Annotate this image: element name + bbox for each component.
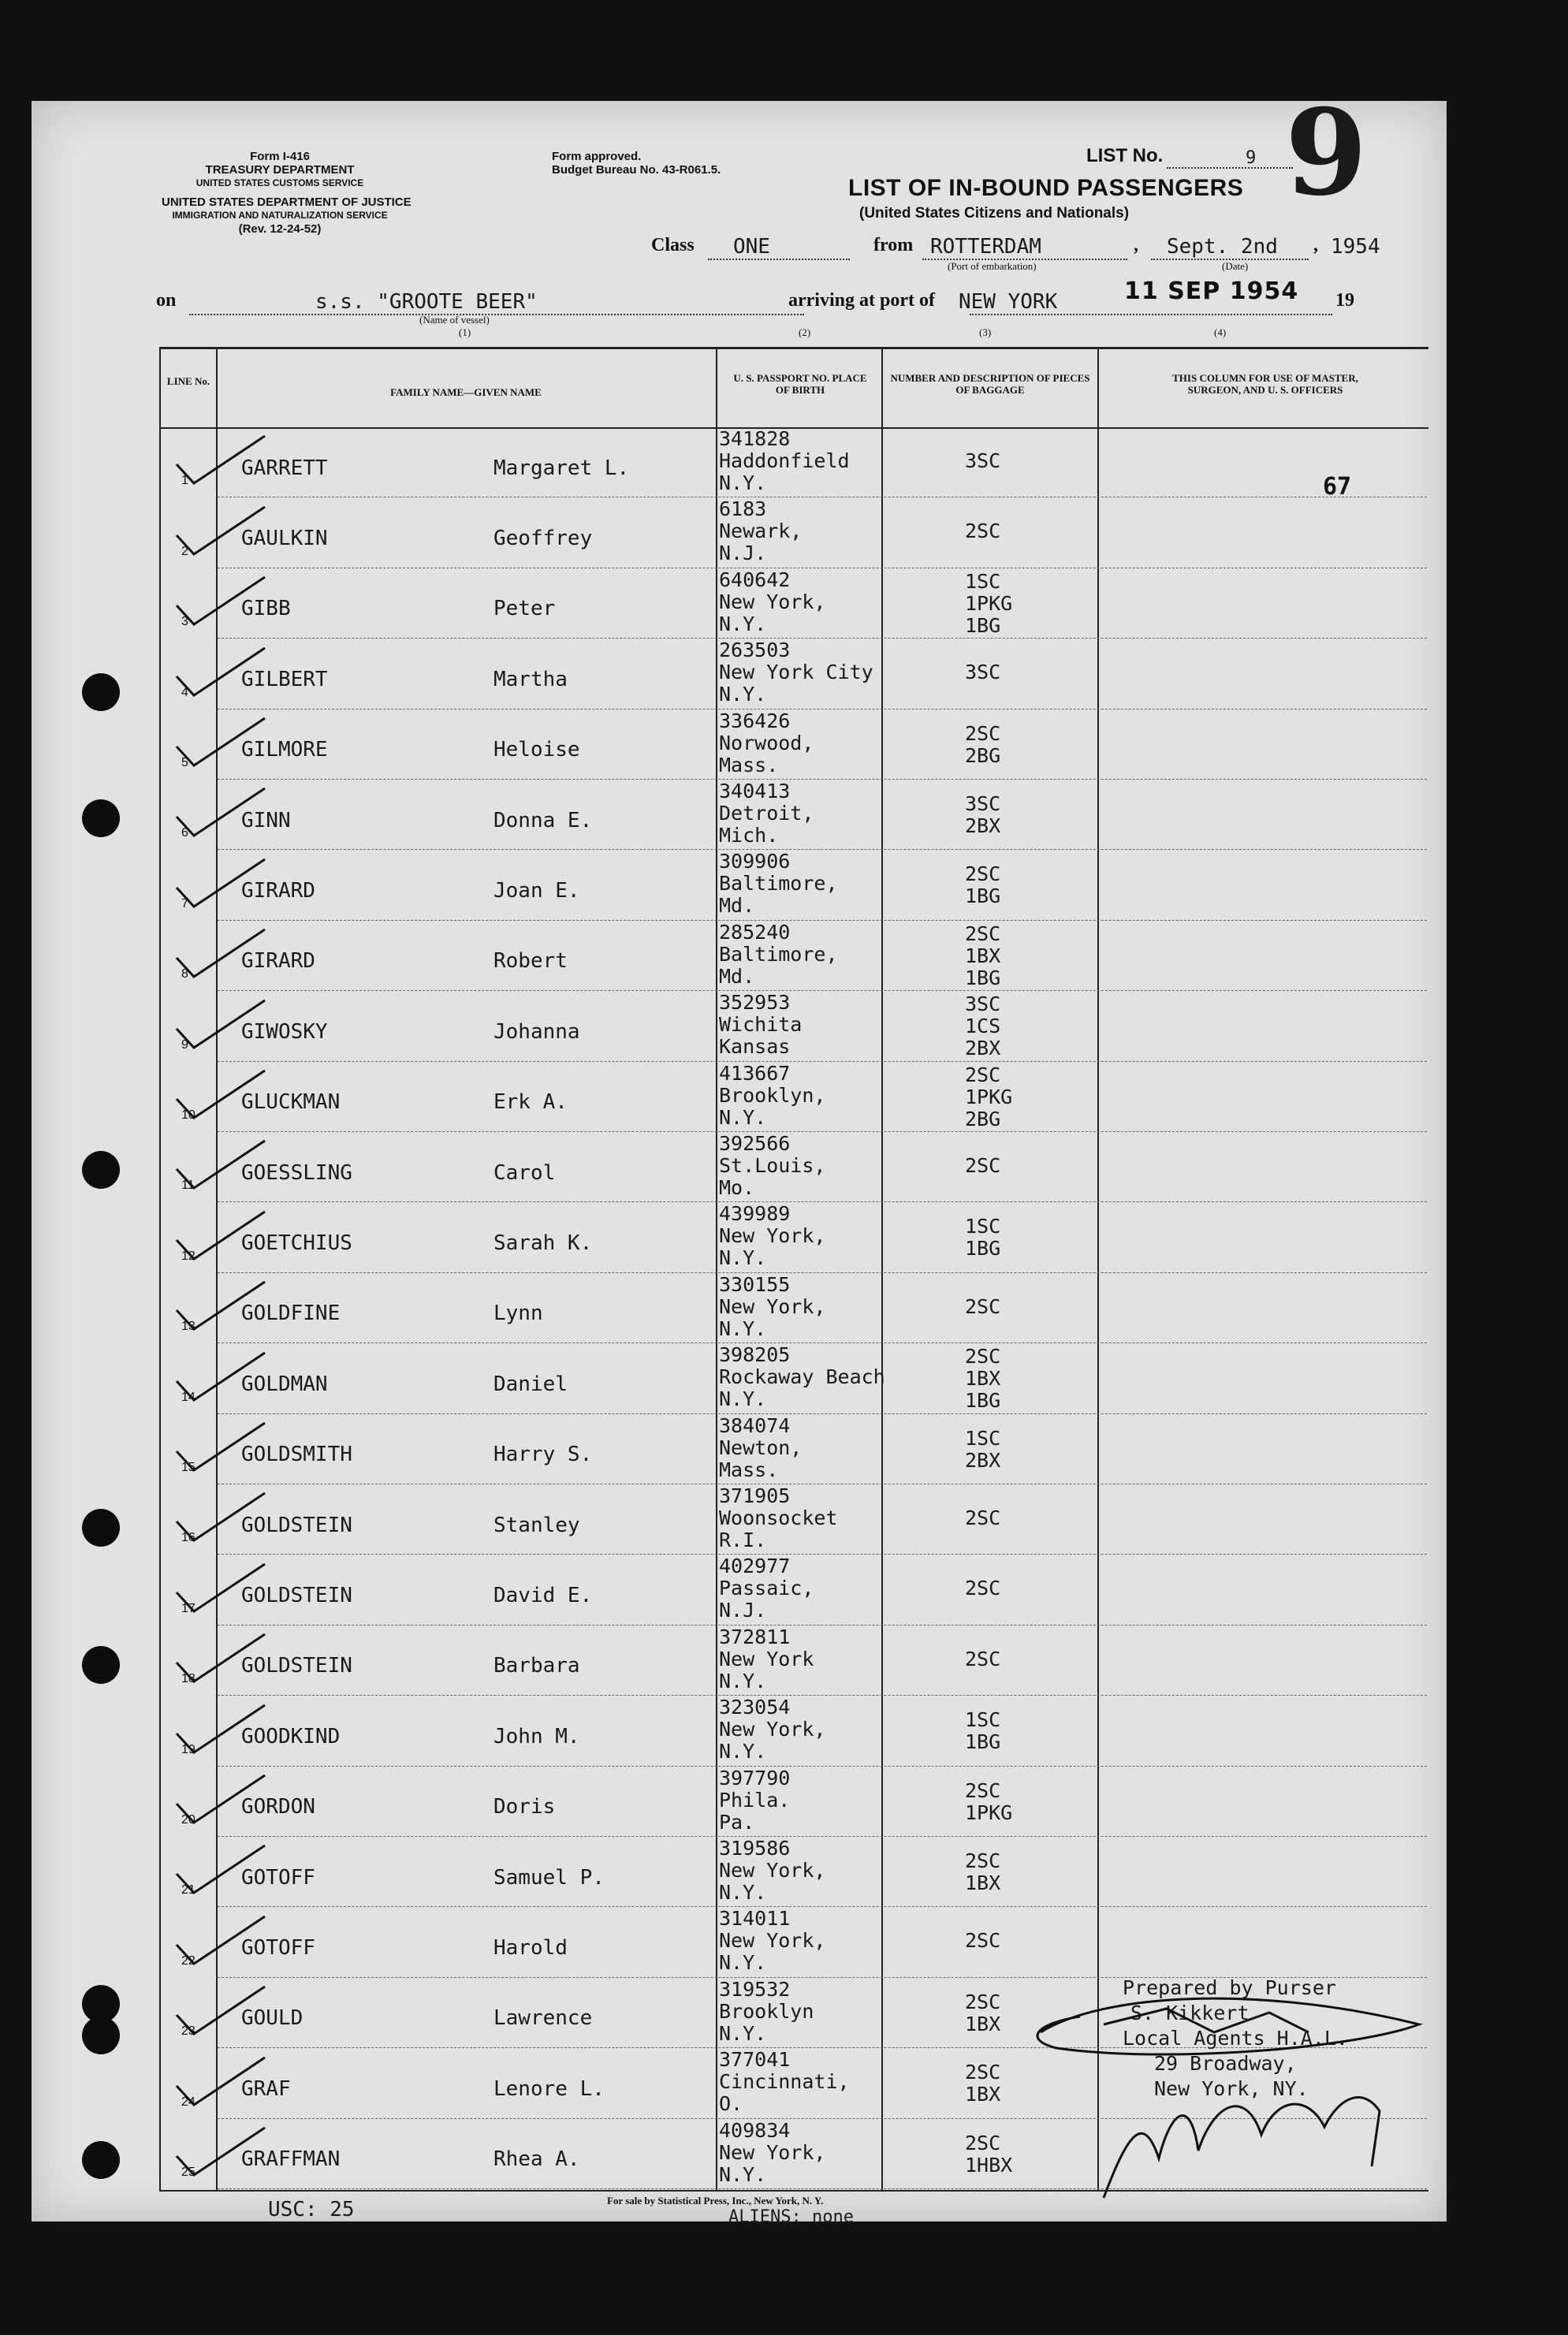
place-of-birth: Passaic, [719,1577,814,1600]
dept-justice: UNITED STATES DEPARTMENT OF JUSTICE [162,196,412,209]
passport-number: 309906 [719,850,791,873]
place-of-birth: Rockaway Beach [719,1365,885,1389]
vessel-caption: (Name of vessel) [419,314,490,326]
passport-number: 319586 [719,1837,791,1860]
place-of-birth: Mo. [719,1176,755,1199]
place-of-birth: N.Y. [719,2162,767,2186]
family-name: GIRARD [241,879,315,903]
from-value: ROTTERDAM [930,235,1041,259]
manifest-page [32,84,1447,2227]
baggage-item: 2SC [965,1929,1001,1953]
table-row [32,921,1447,991]
place-of-birth: Baltimore, [719,872,838,896]
header-passport: U. S. PASSPORT NO. PLACE OF BIRTH [733,372,867,396]
baggage-item: 3SC [965,792,1001,815]
vessel-line [189,314,804,315]
place-of-birth: N.Y. [719,1387,767,1411]
place-of-birth: N.Y. [719,1105,767,1129]
passport-number: 6183 [719,497,767,521]
baggage-item: 2SC [965,520,1001,543]
note-line: 29 Broadway, [1154,2052,1297,2075]
baggage-item: 2SC [965,1294,1001,1318]
given-name: Donna E. [493,808,593,832]
date-caption: (Date) [1222,260,1249,272]
place-of-birth: New York [719,1647,814,1670]
place-of-birth: N.Y. [719,1740,767,1763]
passport-number: 352953 [719,991,791,1015]
family-name: GINN [241,808,291,832]
note-line: Prepared by Purser [1123,1976,1336,1999]
passport-number: 439989 [719,1202,791,1226]
table-row [32,780,1447,850]
family-name: GOLDSMITH [241,1443,352,1467]
family-name: GOULD [241,2006,304,2031]
list-label: LIST No. [1086,145,1164,166]
passport-number: 372811 [719,1625,791,1648]
family-name: GILMORE [241,738,328,762]
family-name: GOETCHIUS [241,1231,352,1256]
baggage-item: 1PKG [965,1085,1013,1108]
line-number: 17 [181,1601,196,1615]
family-name: GARRETT [241,456,328,480]
baggage-item: 3SC [965,661,1001,684]
place-of-birth: St.Louis, [719,1154,826,1177]
family-name: GIWOSKY [241,1019,328,1044]
passport-number: 330155 [719,1272,791,1296]
baggage-item: 2BG [965,743,1001,767]
line-number: 9 [181,1037,188,1052]
table-row [32,1484,1447,1555]
line-number: 24 [181,2095,196,2109]
place-of-birth: Baltimore, [719,942,838,966]
family-name: GOTOFF [241,1865,315,1890]
place-of-birth: New York City [719,661,873,684]
table-row [32,1414,1447,1484]
place-of-birth: Mich. [719,824,779,847]
table-row [32,1273,1447,1343]
baggage-item: 1BG [965,1730,1001,1754]
given-name: Rhea A. [493,2147,580,2172]
place-of-birth: Norwood, [719,731,814,754]
class-line [708,259,850,260]
form-header-left [162,150,398,190]
baggage-item: 2BX [965,814,1001,837]
place-of-birth: Brooklyn [719,1999,814,2023]
date-value: Sept. 2nd [1167,235,1278,259]
family-name: GOLDSTEIN [241,1584,352,1608]
dept-treasury-sub: UNITED STATES CUSTOMS SERVICE [196,177,364,188]
header-name: FAMILY NAME—GIVEN NAME [390,386,542,398]
given-name: Martha [493,667,568,691]
baggage-item: 1BG [965,1237,1001,1261]
given-name: Stanley [493,1513,580,1537]
baggage-item: 2SC [965,1778,1001,1802]
baggage-item: 1BX [965,2012,1001,2035]
purser-signature [1009,1977,1466,2214]
line-number: 18 [181,1672,196,1686]
baggage-item: 1BX [965,2083,1001,2106]
passport-number: 263503 [719,639,791,662]
line-number: 22 [181,1953,196,1968]
passport-number: 402977 [719,1555,791,1578]
given-name: Heloise [493,738,580,762]
header-baggage: NUMBER AND DESCRIPTION OF PIECES OF BAGGAGE [890,372,1090,396]
table-row [32,709,1447,780]
place-of-birth: O. [719,2092,743,2116]
place-of-birth: N.Y. [719,1881,767,1904]
document-subtitle: (United States Citizens and Nationals) [859,205,1130,222]
given-name: Barbara [493,1654,580,1678]
place-of-birth: Newark, [719,520,803,543]
line-number: 6 [181,826,188,840]
passport-number: 384074 [719,1413,791,1437]
given-name: Doris [493,1795,556,1819]
baggage-item: 1SC [965,1708,1001,1732]
baggage-item: 2SC [965,1577,1001,1600]
vessel-value: s.s. "GROOTE BEER" [315,290,538,314]
comma: , [1313,235,1318,255]
place-of-birth: Wichita [719,1013,803,1037]
form-revision: (Rev. 12-24-52) [238,222,322,236]
col-num-3: (3) [979,326,992,338]
place-of-birth: New York, [719,2140,826,2164]
passport-number: 392566 [719,1132,791,1155]
family-name: GOLDFINE [241,1302,341,1326]
line-number: 3 [181,615,188,629]
family-name: GOLDSTEIN [241,1513,352,1537]
baggage-item: 2SC [965,1990,1001,2013]
place-of-birth: Kansas [719,1035,791,1059]
place-of-birth: Detroit, [719,802,814,825]
family-name: GRAFFMAN [241,2147,341,2172]
table-top-border [159,347,1428,349]
col-num-2: (2) [799,326,811,338]
place-of-birth: Haddonfield [719,449,850,472]
given-name: Joan E. [493,879,580,903]
year-value: 1954 [1331,235,1380,259]
baggage-item: 3SC [965,992,1001,1016]
line-number: 11 [181,1179,195,1193]
given-name: Lynn [493,1302,543,1326]
line-number: 13 [181,1320,196,1334]
line-number: 7 [181,896,188,911]
note-line: New York, NY. [1154,2077,1309,2100]
place-of-birth: N.Y. [719,1669,767,1693]
baggage-item: 2SC [965,922,1001,945]
line-number: 5 [181,755,188,769]
table-row [32,1202,1447,1272]
col-num-4: (4) [1214,326,1227,338]
table-row [32,427,1447,497]
table-row [32,1696,1447,1766]
port-line [970,314,1332,315]
place-of-birth: N.Y. [719,2021,767,2045]
baggage-item: 3SC [965,449,1001,472]
passport-number: 640642 [719,568,791,591]
passport-number: 285240 [719,920,791,944]
given-name: Lawrence [493,2006,593,2031]
place-of-birth: Mass. [719,753,779,776]
baggage-item: 1CS [965,1015,1001,1038]
table-row [32,497,1447,568]
dept-justice-sub: IMMIGRATION AND NATURALIZATION SERVICE [172,210,388,221]
given-name: Carol [493,1160,556,1185]
baggage-item: 2SC [965,1849,1001,1872]
given-name: Sarah K. [493,1231,593,1256]
note-line: S. Kikkert [1130,2002,1250,2024]
baggage-item: 2SC [965,2131,1001,2154]
on-label: on [156,290,177,311]
place-of-birth: Woonsocket [719,1506,838,1529]
line-number: 16 [181,1531,196,1545]
budget-number: Budget Bureau No. 43-R061.5. [552,163,721,177]
form-number: Form I-416 [250,150,310,163]
place-of-birth: New York, [719,1929,826,1953]
given-name: Robert [493,949,568,974]
family-name: GIRARD [241,949,315,974]
for-sale-note: For sale by Statistical Press, Inc., New York, N. Y. [607,2195,824,2207]
baggage-item: 1BG [965,1389,1001,1413]
baggage-item: 1BX [965,1367,1001,1391]
line-number: 19 [181,1742,196,1756]
from-label: from [873,235,914,255]
given-name: Erk A. [493,1090,568,1115]
line-number: 12 [181,1249,196,1263]
place-of-birth: Md. [719,894,755,918]
passport-number: 323054 [719,1696,791,1719]
family-name: GOLDSTEIN [241,1654,352,1678]
aliens-count: ALIENS: none [728,2207,854,2227]
table-row [32,568,1447,639]
passport-number: 413667 [719,1061,791,1085]
baggage-item: 1SC [965,1426,1001,1450]
given-name: John M. [493,1724,580,1748]
given-name: Lenore L. [493,2076,605,2101]
line-number: 8 [181,967,188,981]
place-of-birth: Mass. [719,1458,779,1481]
baggage-item: 1SC [965,1215,1001,1238]
baggage-item: 1BX [965,1871,1001,1894]
baggage-item: 2SC [965,1506,1001,1529]
place-of-birth: N.J. [719,542,767,565]
given-name: David E. [493,1584,593,1608]
line-number: 4 [181,685,188,699]
place-of-birth: N.Y. [719,1246,767,1270]
family-name: GILBERT [241,667,328,691]
family-name: GOLDMAN [241,1372,328,1396]
place-of-birth: N.Y. [719,1951,767,1975]
port-value: NEW YORK [959,290,1058,314]
passport-number: 319532 [719,1977,791,2001]
family-name: GIBB [241,597,291,621]
line-number: 21 [181,1883,196,1897]
place-of-birth: New York, [719,1224,826,1248]
given-name: Samuel P. [493,1865,605,1890]
baggage-item: 2SC [965,1345,1001,1369]
table-row [32,1837,1447,1907]
place-of-birth: Phila. [719,1788,791,1812]
passport-number: 336426 [719,709,791,732]
table-row [32,1626,1447,1696]
line-number: 23 [181,2024,196,2039]
list-number-stamp: 9 [1285,84,1368,222]
given-name: Harry S. [493,1443,593,1467]
line-number: 14 [181,1390,196,1404]
baggage-item: 2BX [965,1448,1001,1472]
family-name: GOTOFF [241,1936,315,1961]
place-of-birth: Pa. [719,1810,755,1834]
header-line-no: LINE No. [166,375,210,387]
table-row [32,1767,1447,1837]
col-num-1: (1) [459,326,471,338]
table-row [32,850,1447,920]
form-header-justice [162,196,412,236]
note-line: Local Agents H.A.L. [1123,2027,1348,2050]
place-of-birth: New York, [719,1718,826,1741]
line-number: 1 [181,474,188,488]
form-approval [552,150,721,177]
passport-number: 341828 [719,427,791,450]
passport-number: 409834 [719,2118,791,2142]
given-name: Margaret L. [493,456,630,480]
family-name: GOODKIND [241,1724,341,1748]
baggage-item: 2BX [965,1037,1001,1060]
line-number: 25 [181,2165,196,2179]
place-of-birth: Md. [719,964,755,988]
family-name: GRAF [241,2076,291,2101]
baggage-item: 1BX [965,944,1001,967]
family-name: GLUCKMAN [241,1090,341,1115]
baggage-item: 2SC [965,2061,1001,2084]
given-name: Harold [493,1936,568,1961]
place-of-birth: Newton, [719,1436,803,1459]
port-embarkation-caption: (Port of embarkation) [948,260,1037,272]
place-of-birth: New York, [719,1294,826,1318]
place-of-birth: N.Y. [719,471,767,494]
class-value: ONE [733,235,770,259]
arrival-date-stamp: 11 SEP 1954 [1124,277,1299,305]
table-row [32,1555,1447,1625]
approval-text: Form approved. [552,150,642,163]
table-row [32,1343,1447,1413]
header-officers: THIS COLUMN FOR USE OF MASTER, SURGEON, AND U. S. OFFICERS [1172,372,1358,396]
year-prefix: 19 [1335,290,1354,311]
table-row [32,1062,1447,1132]
document-title: LIST OF IN-BOUND PASSENGERS [848,175,1244,201]
baggage-item: 2SC [965,1063,1001,1086]
place-of-birth: N.Y. [719,612,767,635]
line-number: 2 [181,544,188,558]
officer-annotation: 67 [1323,473,1352,501]
given-name: Daniel [493,1372,568,1396]
line-number: 15 [181,1460,196,1474]
passport-number: 371905 [719,1484,791,1507]
place-of-birth: N.Y. [719,1316,767,1340]
line-number: 20 [181,1812,196,1827]
line-number: 10 [181,1108,196,1122]
passport-number: 314011 [719,1907,791,1931]
passport-number: 398205 [719,1343,791,1367]
baggage-item: 1SC [965,569,1001,593]
given-name: Johanna [493,1019,580,1044]
baggage-item: 1HBX [965,2153,1013,2177]
list-number-value: 9 [1246,148,1257,168]
baggage-item: 1PKG [965,591,1013,615]
baggage-item: 1BG [965,966,1001,989]
passport-number: 397790 [719,1766,791,1789]
baggage-item: 2SC [965,862,1001,886]
arriving-label: arriving at port of [788,290,935,311]
place-of-birth: New York, [719,1859,826,1882]
baggage-item: 1PKG [965,1801,1013,1824]
family-name: GORDON [241,1795,315,1819]
baggage-item: 2SC [965,1154,1001,1177]
baggage-item: 2SC [965,1647,1001,1670]
passport-number: 340413 [719,780,791,803]
baggage-item: 2BG [965,1107,1001,1130]
comma: , [1134,235,1138,255]
place-of-birth: Cincinnati, [719,2070,850,2094]
place-of-birth: N.J. [719,1599,767,1622]
family-name: GOESSLING [241,1160,352,1185]
baggage-item: 2SC [965,721,1001,745]
given-name: Geoffrey [493,527,593,551]
table-row [32,991,1447,1061]
place-of-birth: N.Y. [719,683,767,706]
given-name: Peter [493,597,556,621]
family-name: GAULKIN [241,527,328,551]
place-of-birth: R.I. [719,1529,767,1551]
table-row [32,1907,1447,1977]
list-number-line [1167,167,1293,169]
usc-count: USC: 25 [268,2198,355,2221]
baggage-item: 1BG [965,884,1001,908]
dept-treasury: TREASURY DEPARTMENT [205,163,355,177]
passport-number: 377041 [719,2048,791,2072]
table-row [32,1132,1447,1202]
place-of-birth: Brooklyn, [719,1083,826,1107]
class-label: Class [651,235,695,255]
table-row [32,639,1447,709]
place-of-birth: New York, [719,590,826,613]
baggage-item: 1BG [965,613,1001,637]
